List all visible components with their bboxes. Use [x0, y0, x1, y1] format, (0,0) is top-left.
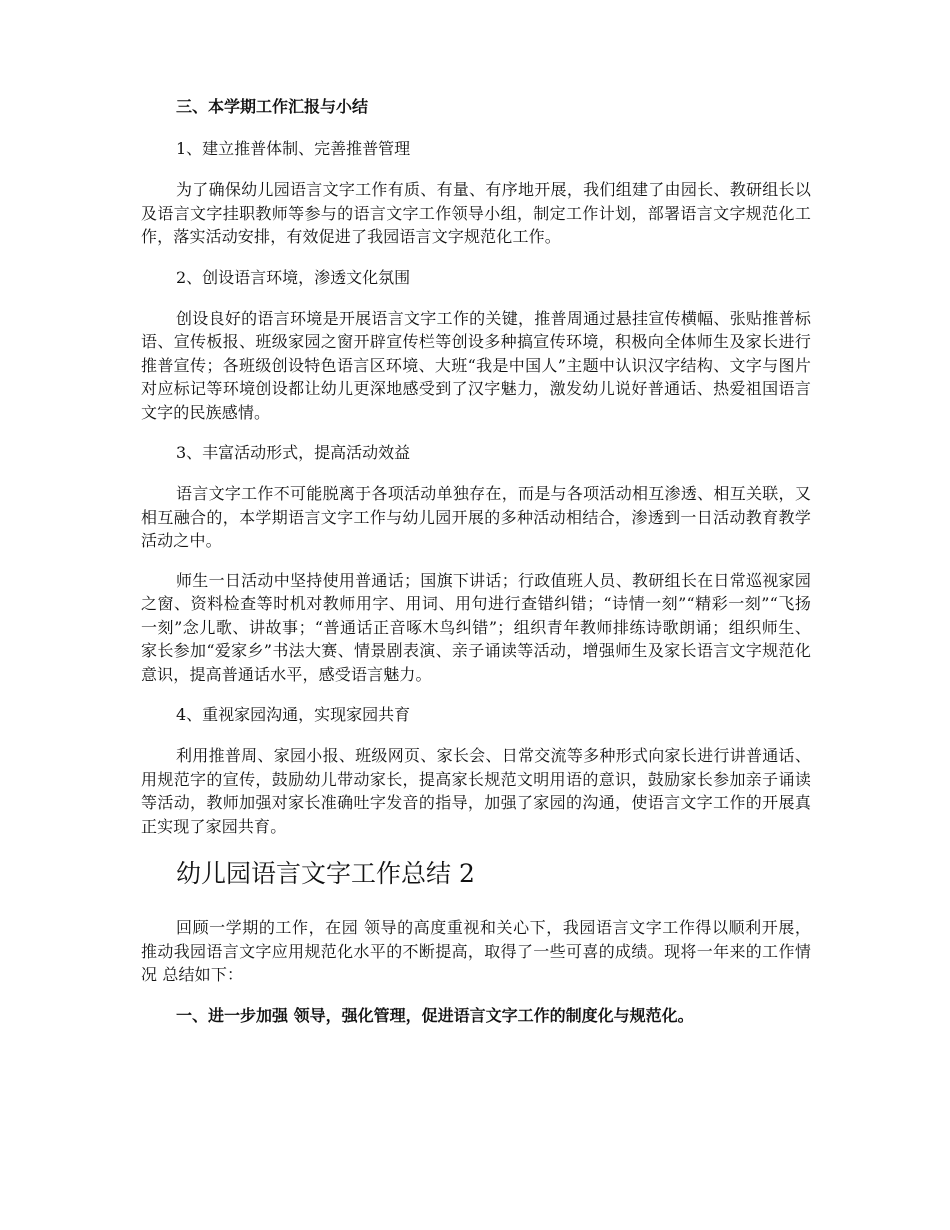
document-title: 幼儿园语言文字工作总结 2 [176, 859, 475, 888]
item-heading-4: 4、重视家园沟通，实现家园共育 [176, 705, 411, 724]
item-heading-1: 1、建立推普体制、完善推普管理 [176, 139, 411, 158]
paragraph-item-1: 为了确保幼儿园语言文字工作有质、有量、有序地开展，我们组建了由园长、教研组长以及语言文字挂职教师等参与的语言文字工作领导小组，制定工作计划，部署语言文字规范化工作，落实活动安排，有效促进了我园语言文字规范化工作。 [141, 180, 811, 246]
paragraph-item-4: 利用推普周、家园小报、班级网页、家长会、日常交流等多种形式向家长进行讲普通话、用规范字的宣传，鼓励幼儿带动家长，提高家长规范文明用语的意识，鼓励家长参加亲子诵读等活动，教师加强对家长准确吐字发音的指导，加强了家园的沟通，使语言文字工作的开展真正实现了家园共育。 [141, 746, 811, 836]
item-heading-3: 3、丰富活动形式，提高活动效益 [176, 443, 411, 462]
section-heading-1: 一、进一步加强 领导，强化管理，促进语言文字工作的制度化与规范化。 [176, 1005, 694, 1025]
paragraph-item-3b: 师生一日活动中坚持使用普通话；国旗下讲话；行政值班人员、教研组长在日常巡视家园之窗、资料检查等时机对教师用字、用词、用句进行查错纠错；“诗情一刻”“精彩一刻”“飞扬一刻”念儿歌、讲故事；“普通话正音啄木鸟纠错”；组织青年教师排练诗歌朗诵；组织师生、家长参加“爱家乡”书法大赛、情景剧表演、亲子诵读等活动，增强师生及家长语言文字规范化意识，提高普通话水平，感受语言魅力。 [141, 570, 811, 684]
section-heading: 三、本学期工作汇报与小结 [176, 97, 369, 116]
paragraph-item-3a: 语言文字工作不可能脱离于各项活动单独存在，而是与各项活动相互渗透、相互关联，又相互融合的，本学期语言文字工作与幼儿园开展的多种活动相结合，渗透到一日活动教育教学活动之中。 [141, 484, 811, 550]
intro-paragraph: 回顾一学期的工作，在园 领导的高度重视和关心下，我园语言文字工作得以顺利开展，推动我园语言文字应用规范化水平的不断提高，取得了一些可喜的成绩。现将一年来的工作情况 总结如下： [141, 918, 811, 984]
paragraph-item-2: 创设良好的语言环境是开展语言文字工作的关键，推普周通过悬挂宣传横幅、张贴推普标语、宣传板报、班级家园之窗开辟宣传栏等创设多种搞宣传环境，积极向全体师生及家长进行推普宣传；各班级创设特色语言区环境、大班“我是中国人”主题中认识汉字结构、文字与图片对应标记等环境创设都让幼儿更深地感受到了汉字魅力，激发幼儿说好普通话、热爱祖国语言文字的民族感情。 [141, 308, 811, 422]
item-heading-2: 2、创设语言环境，渗透文化氛围 [176, 267, 411, 287]
document-body [141, 94, 811, 1029]
